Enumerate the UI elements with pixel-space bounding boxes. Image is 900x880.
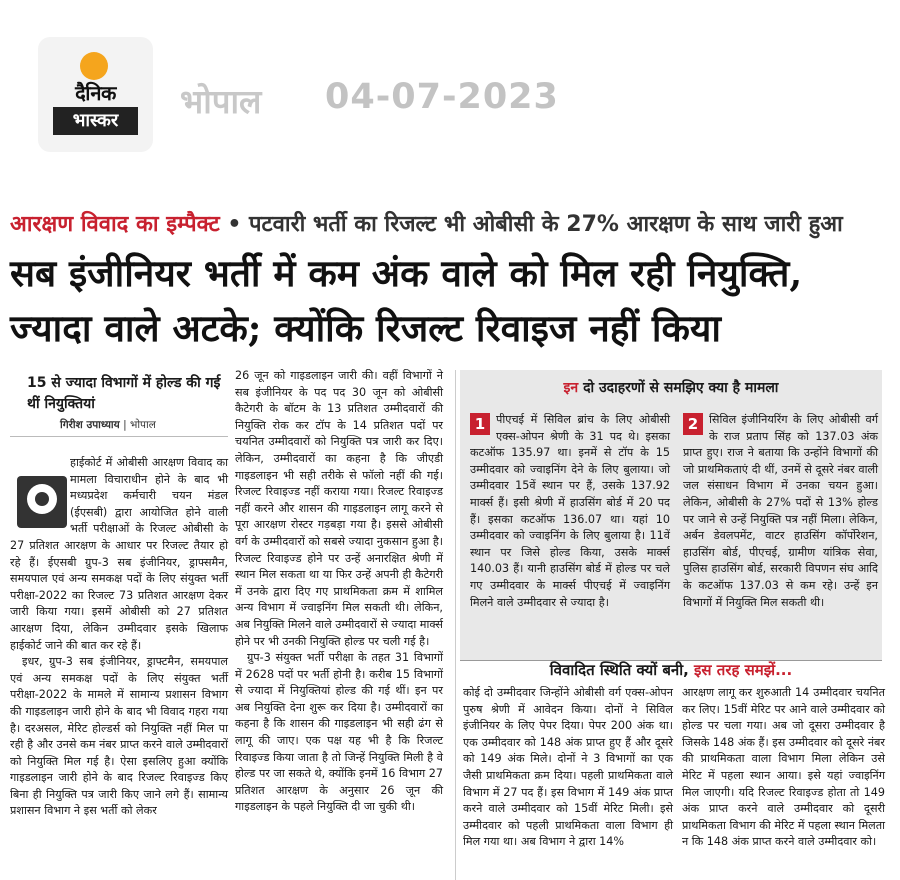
col1-paragraph-1: हाईकोर्ट में ओबीसी आरक्षण विवाद का मामला विचाराधीन होने के बाद भी मध्यप्रदेश कर्मचारी चयन मंडल (ईएसबी) द्वारा आयोजित होने वाली भर्ती परीक्षाओं के रिजल्ट ओबीसी के 27 प्रतिशत आरक्षण के आधार पर रिजल्ट तैयार हो रहे हैं। ईएसबी ग्रुप-3 सब इंजीनियर, ड्राफ्समैन, समयपाल एवं अन्य समकक्ष पदों के लिए संयुक्त भर्ती परीक्षा-2022 का रिजल्ट 73 प्रतिशत आरक्षण देकर जारी किया गया। इसमें ओबीसी को 27 प्रतिशत आरक्षण दिया, लेकिन उम्मीदवार इसके खिलाफ हाईकोर्ट जाने की बात कर रहे हैं।: [10, 456, 228, 652]
col1-paragraph-2: इधर, ग्रुप-3 सब इंजीनियर, ड्राफ्टमैन, समयपाल एवं अन्य समकक्ष पदों के लिए संयुक्त भर्ती परीक्षा-2022 के मामले में सामान्य प्रशासन विभाग की गाइडलाइन जारी होने के बाद भी विवाद गहरा गया है। दरअसल, मेरिट होल्डर्स को नियुक्ति नहीं मिल पा रही है और उनसे कम नंबर प्राप्त करने वाले उम्मीदवारों को नियुक्ति मिल गई है। ऐसा इसलिए हुआ क्योंकि गाइडलाइन जारी होने के बाद रिजल्ट रिवाइज्ड किए बिना ही नियुक्ति पत्र जारी किए जाने लगे हैं। सामान्य प्रशासन विभाग ने इस भर्ती को लेकर: [10, 655, 228, 818]
examples-box-title: [460, 378, 882, 397]
newspaper-logo: [38, 37, 153, 152]
headline-line1: सब इंजीनियर भर्ती में कम अंक वाले को मिल रही नियुक्ति,: [10, 251, 803, 295]
example-2: [683, 412, 878, 611]
logo-text-line1: दैनिक: [75, 81, 116, 105]
article-column-2: [235, 368, 443, 816]
article-column-1: [10, 455, 228, 820]
example-1-number: 1: [470, 413, 490, 435]
kicker-rest: • पटवारी भर्ती का रिजल्ट भी ओबीसी के 27% आरक्षण के साथ जारी हुआ: [219, 212, 843, 237]
examples-title-rest: दो उदाहरणों से समझिए क्या है मामला: [578, 380, 779, 396]
byline: गिरीश उपाध्याय | भोपाल: [60, 419, 156, 431]
example-1-text: पीएचई में सिविल ब्रांच के लिए ओबीसी एक्स-ओपन श्रेणी के 31 पद थे। इसका कटऑफ 135.97 था। इनमें से टॉप के 15 उम्मीदवार को ज्वाइनिंग देने के लिए बुलाया। जो उम्मीदवार 15वें स्थान पर हैं, उसके 137.92 मार्क्स हैं। इसी श्रेणी में हाउसिंग बोर्ड में 20 पद हैं। इसका कटऑफ 136.07 था। यहां 10 उम्मीदवार को ज्वाइनिंग के लिए बुलाया है। 11वें स्थान पर जिसे होल्ड किया, उसके मार्क्स 140.03 हैं। यानी हाउसिंग बोर्ड में होल्ड पर चले गए उम्मीदवार के मार्क्स पीएचई में ज्वाइनिंग मिलने वाले उम्मीदवार से ज्यादा है।: [470, 413, 670, 609]
column-divider: [455, 370, 456, 880]
logo-text-line2: भास्कर: [53, 107, 138, 135]
col2-paragraph-1: 26 जून को गाइडलाइन जारी की। वहीं विभागों ने सब इंजीनियर के पद पद 30 जून को ओबीसी कैटेगरी के बॉटम के 13 प्रतिशत उम्मीदवारों की नियुक्ति रोक कर टॉप के 14 प्रतिशत पदों पर चयनित उम्मीदवारों को नियुक्ति पत्र जारी कर दिए। लेकिन, उम्मीदवारों का कहना है कि जीएडी गाइडलाइन भी सही तरीके से फॉलो नहीं की गई। रिजल्ट रिवाइज्ड नहीं कराया गया। रिजल्ट रिवाइज्ड नहीं करने और शासन की गाइडलाइन लागू करने से पूरा आरक्षण रोस्टर गड़बड़ा गया है। इससे ओबीसी वर्ग के उम्मीदवारों को सबसे ज्यादा नुकसान हुआ है। रिजल्ट रिवाइज्ड होने पर उन्हें अनारक्षित श्रेणी में स्थान मिल सकता था या फिर उन्हें अपनी ही कैटेगरी में उनके द्वारा दिए गए प्राथमिकता क्रम में शामिल अन्य विभाग में ज्वाइनिंग मिल सकती थी। लेकिन, अब नियुक्ति मिलने वाले उम्मीदवारों से ज्यादा मार्क्स होने पर भी उनकी नियुक्ति होल्ड पर चली गई है।: [235, 369, 443, 648]
example-2-number: 2: [683, 413, 703, 435]
subheading: 15 से ज्यादा विभागों में होल्ड की गई थीं नियुक्तियां: [27, 375, 221, 412]
headline: [10, 246, 890, 356]
headline-line2: ज्यादा वाले अटके; क्योंकि रिजल्ट रिवाइज नहीं किया: [10, 306, 721, 350]
dispute-column-1: कोई दो उम्मीदवार जिन्होंने ओबीसी वर्ग एक्स-ओपन पुरुष श्रेणी में आवेदन किया। दोनों ने सिविल इंजीनियर के लिए पेपर दिया। पेपर 200 अंक था। एक उम्मीदवार को 148 अंक प्राप्त हुए हैं और दूसरे को 149 अंक मिले। दोनों ने 3 विभागों का एक जैसी प्राथमिकता क्रम दिया। पहली प्राथमिकता वाले विभाग में 27 पद हैं। इस विभाग में 149 अंक प्राप्त करने वाले उम्मीदवार को 15वीं मेरिट मिली। इसे उम्मीदवार को पहली प्राथमिकता वाला विभाग ही मिल गया था। अब विभाग ने द्वारा 14%: [463, 686, 673, 849]
example-1: [470, 412, 670, 611]
examples-title-red: इन: [563, 380, 579, 396]
edition-city: भोपाल: [180, 82, 262, 121]
dispute-column-2: आरक्षण लागू कर शुरुआती 14 उम्मीदवार चयनित कर लिए। 15वीं मेरिट पर आने वाले उम्मीदवार को होल्ड पर चला गया। अब जो दूसरा उम्मीदवार है जिसके 148 अंक हैं। इस उम्मीदवार को दूसरे नंबर की प्राथमिकता वाला विभाग मिला लेकिन उसे मेरिट में पहला स्थान आया। इसे यहां ज्वाइनिंग मिल जाएगी। यदि रिजल्ट रिवाइज्ड होता तो 149 अंक प्राप्त करने वाले उम्मीदवार को दूसरी प्राथमिकता विभाग की मेरिट में पहला स्थान मिलता न कि 148 अंक प्राप्त करने वाले उम्मीदवार को।: [682, 686, 885, 849]
edition-date: 04-07-2023: [325, 77, 559, 117]
kicker-line: [10, 208, 890, 238]
col2-paragraph-2: ग्रुप-3 संयुक्त भर्ती परीक्षा के तहत 31 विभागों में 2628 पदों पर भर्ती होनी है। करीब 15 विभागों से ज्यादा में नियुक्तियां होल्ड की गई थीं। इन पर अब नियुक्ति देना शुरू कर दिया है। उम्मीदवारों का कहना है कि शासन की गाइडलाइन भी सही ढंग से लागू की जाए। एक पक्ष यह भी है कि रिजल्ट रिवाइज्ड किया जाता है तो जिन्हें नियुक्ति मिली है वे होल्ड पर जा सकते थे, क्योंकि इनमें 16 विभाग 27 प्रतिशत आरक्षण के अनुसार 26 जून की गाइडलाइन के पहले नियुक्ति दी जा चुकी थी।: [235, 651, 443, 814]
byline-name: गिरीश उपाध्याय: [60, 419, 120, 431]
dispute-title: [460, 660, 882, 680]
dispute-title-red: इस तरह समझें...: [688, 661, 793, 679]
dispute-title-black: विवादित स्थिति क्यों बनी,: [549, 661, 689, 679]
example-2-text: सिविल इंजीनियरिंग के लिए ओबीसी वर्ग के राज प्रताप सिंह को 137.03 अंक प्राप्त हुए। राज ने बताया कि उन्होंने विभागों की जो प्राथमिकताएं दी थीं, उनमें से दूसरे नंबर वाली जल संसाधन विभाग में उनका चयन हुआ। लेकिन, ओबीसी के 27% पदों से 13% होल्ड पर जाने से उन्हें नियुक्ति पत्र नहीं मिला। लेकिन, अर्बन डेवलपमेंट, वाटर हाउसिंग कॉर्पोरेशन, हाउसिंग बोर्ड, पीएचई, ग्रामीण यांत्रिक सेवा, पुलिस हाउसिंग बोर्ड, सरकारी विपणन संघ आदि के कटऑफ 137.03 से कम रहे। उन्हें इन विभागों में नियुक्ति मिल सकती थी।: [683, 413, 878, 609]
byline-place: भोपाल: [129, 419, 156, 431]
sun-icon: [80, 52, 108, 80]
byline-divider: [10, 436, 228, 437]
kicker-red: आरक्षण विवाद का इम्पैक्ट: [10, 212, 220, 237]
